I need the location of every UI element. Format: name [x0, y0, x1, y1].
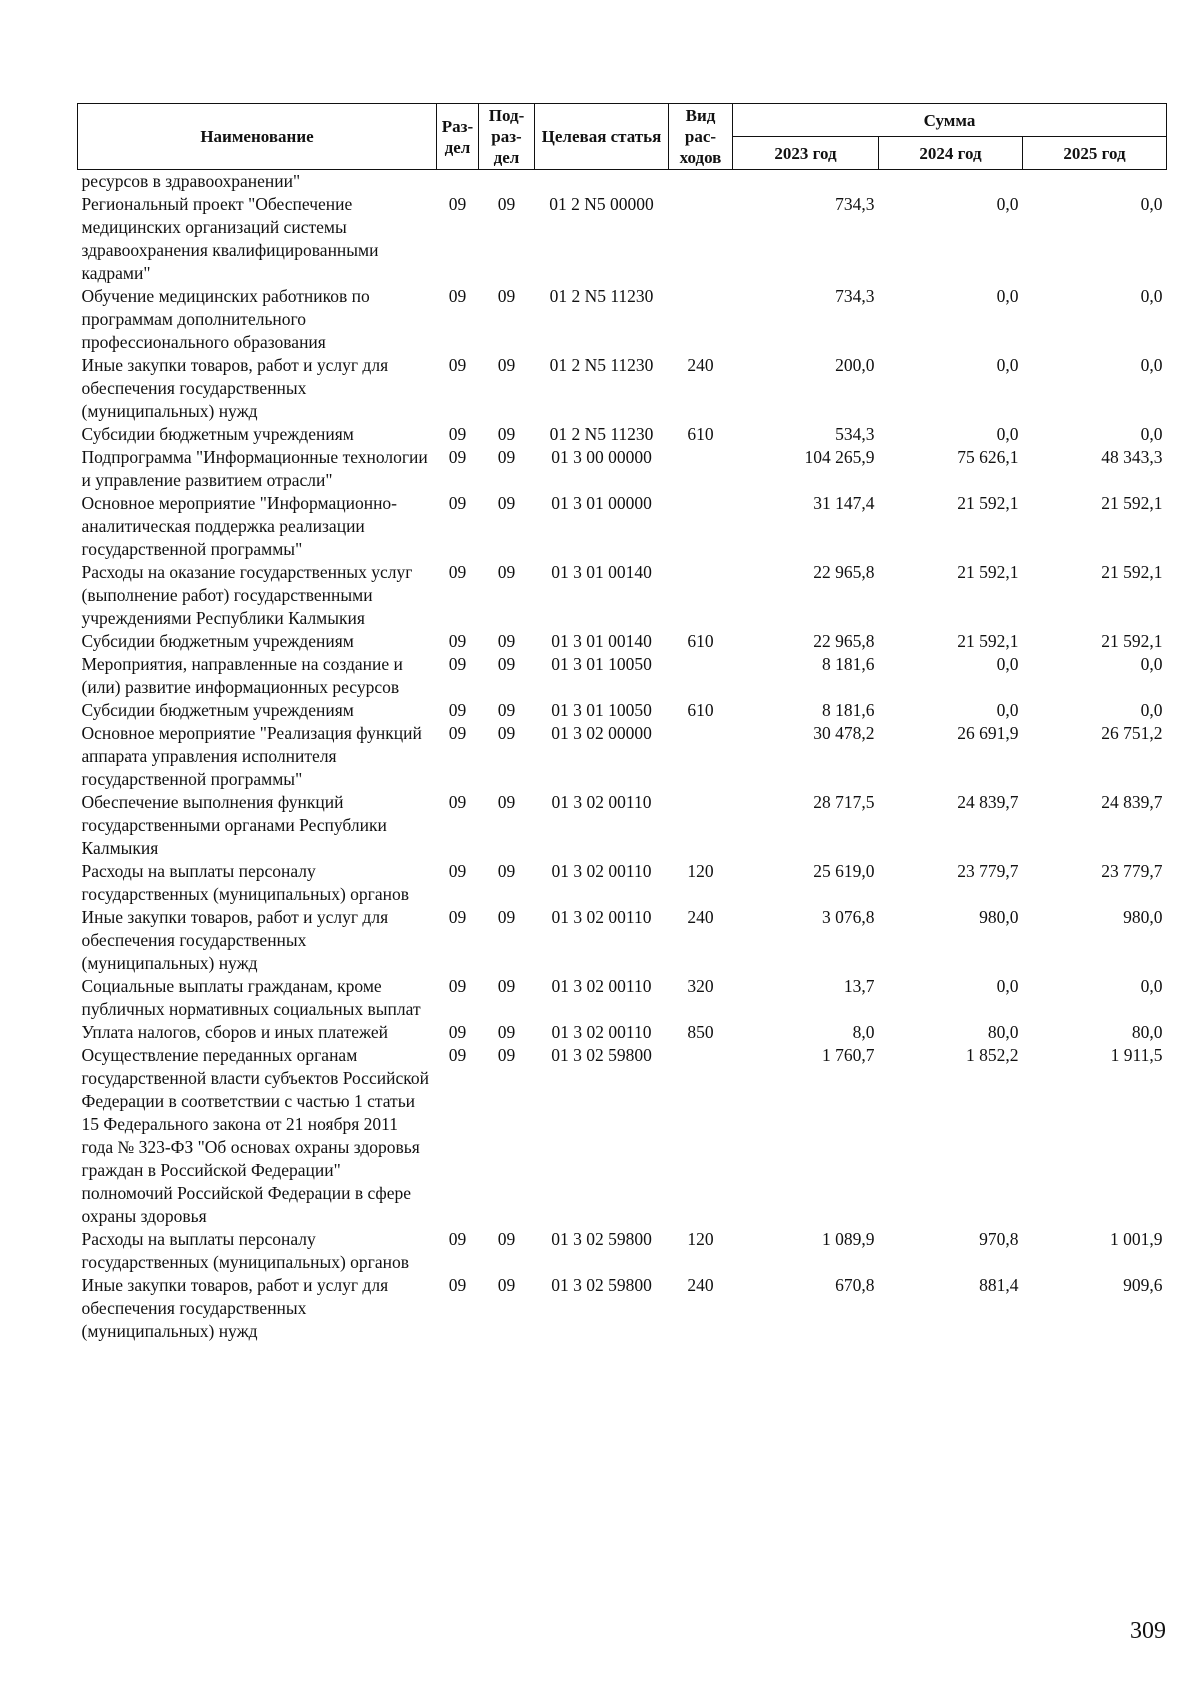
cell-razdel: 09: [448, 723, 467, 743]
cell-sum-2024: 0,0: [996, 355, 1019, 375]
cell-sum-2025: 21 592,1: [1101, 631, 1163, 651]
cell-vid-rashodov: [669, 791, 733, 860]
cell-vid-rashodov: [669, 492, 733, 561]
table-row: [78, 354, 1167, 423]
cell-sum-2023: 8,0: [852, 1022, 875, 1042]
cell-podrazdel: 09: [497, 723, 516, 743]
cell-sum-2023: 31 147,4: [813, 493, 875, 513]
cell-sum-2024: 0,0: [996, 976, 1019, 996]
table-row: [78, 446, 1167, 492]
cell-name: Иные закупки товаров, работ и услуг для обеспечения государственных (муниципальных) нужд: [81, 907, 389, 973]
cell-vid-rashodov: 240: [687, 1275, 714, 1295]
cell-sum-2025: 909,6: [1123, 1275, 1163, 1295]
cell-sum-2024: 0,0: [996, 700, 1019, 720]
cell-razdel: 09: [448, 1022, 467, 1042]
cell-sum-2023: 30 478,2: [813, 723, 875, 743]
cell-sum-2023: 104 265,9: [804, 447, 875, 467]
cell-celevaya-statya: 01 3 02 00110: [551, 907, 652, 927]
cell-sum-2025: 26 751,2: [1101, 723, 1163, 743]
cell-celevaya-statya: 01 3 01 00000: [551, 493, 652, 513]
table-row: [78, 1044, 1167, 1228]
cell-podrazdel: 09: [497, 792, 516, 812]
cell-podrazdel: 09: [497, 907, 516, 927]
cell-vid-rashodov: 610: [687, 700, 714, 720]
cell-name: Основное мероприятие "Информационно-аналитическая поддержка реализации государственной программы": [81, 493, 398, 559]
cell-razdel: 09: [448, 1275, 467, 1295]
cell-celevaya-statya: 01 3 02 59800: [551, 1229, 652, 1249]
cell-sum-2023: 22 965,8: [813, 631, 875, 651]
cell-name: Расходы на выплаты персоналу государственных (муниципальных) органов: [81, 1229, 410, 1272]
cell-sum-2023: 13,7: [843, 976, 875, 996]
cell-name: Расходы на выплаты персоналу государственных (муниципальных) органов: [81, 861, 410, 904]
cell-sum-2023: 22 965,8: [813, 562, 875, 582]
cell-sum-2023: 8 181,6: [822, 654, 875, 674]
cell-sum-2024: 75 626,1: [957, 447, 1019, 467]
cell-razdel: 09: [448, 493, 467, 513]
cell-vid-rashodov: [669, 561, 733, 630]
cell-sum-2023: 734,3: [835, 286, 875, 306]
cell-sum-2025: 21 592,1: [1101, 562, 1163, 582]
cell-celevaya-statya: 01 3 01 10050: [551, 700, 652, 720]
cell-celevaya-statya: 01 3 02 00110: [551, 976, 652, 996]
cell-sum-2025: 1 001,9: [1110, 1229, 1163, 1249]
header-year-2024: 2024 год: [879, 137, 1023, 170]
cell-sum-2023: 200,0: [835, 355, 875, 375]
cell-celevaya-statya: 01 3 00 00000: [551, 447, 652, 467]
table-row: [78, 699, 1167, 722]
table-row: [78, 791, 1167, 860]
cell-razdel: 09: [448, 562, 467, 582]
cell-name: Иные закупки товаров, работ и услуг для обеспечения государственных (муниципальных) нужд: [81, 1275, 389, 1341]
cell-sum-2025: 0,0: [1140, 286, 1163, 306]
cell-sum-2025: 1 911,5: [1110, 1045, 1163, 1065]
cell-razdel: 09: [448, 861, 467, 881]
table-row: [78, 170, 1167, 194]
cell-name: Мероприятия, направленные на создание и (или) развитие информационных ресурсов: [81, 654, 403, 697]
cell-name: ресурсов в здравоохранении": [81, 171, 301, 191]
cell-celevaya-statya: [535, 170, 669, 194]
cell-sum-2024: 0,0: [996, 194, 1019, 214]
cell-razdel: [437, 170, 479, 194]
cell-vid-rashodov: 240: [687, 355, 714, 375]
cell-podrazdel: 09: [497, 493, 516, 513]
cell-podrazdel: 09: [497, 1229, 516, 1249]
cell-celevaya-statya: 01 2 N5 11230: [549, 424, 654, 444]
cell-podrazdel: 09: [497, 562, 516, 582]
table-row: [78, 1274, 1167, 1343]
cell-podrazdel: 09: [497, 976, 516, 996]
cell-sum-2025: 0,0: [1140, 194, 1163, 214]
cell-name: Региональный проект "Обеспечение медицинских организаций системы здравоохранения квалифицированными кадрами": [81, 194, 379, 283]
cell-podrazdel: 09: [497, 1045, 516, 1065]
cell-name: Подпрограмма "Информационные технологии и управление развитием отрасли": [81, 447, 428, 490]
cell-podrazdel: 09: [497, 355, 516, 375]
cell-celevaya-statya: 01 2 N5 11230: [549, 355, 654, 375]
cell-vid-rashodov: [669, 653, 733, 699]
cell-sum-2023: 28 717,5: [813, 792, 875, 812]
cell-celevaya-statya: 01 3 02 00110: [551, 792, 652, 812]
cell-sum-2023: 670,8: [835, 1275, 875, 1295]
cell-podrazdel: 09: [497, 700, 516, 720]
cell-sum-2023: 3 076,8: [822, 907, 875, 927]
cell-vid-rashodov: [669, 446, 733, 492]
header-celevaya-statya: Целевая статья: [535, 104, 669, 170]
header-razdel: Раз-дел: [437, 104, 479, 170]
cell-vid-rashodov: [669, 722, 733, 791]
cell-podrazdel: [479, 170, 535, 194]
cell-sum-2024: 970,8: [979, 1229, 1019, 1249]
cell-razdel: 09: [448, 1045, 467, 1065]
cell-celevaya-statya: 01 3 02 59800: [551, 1045, 652, 1065]
table-header: [78, 104, 1167, 170]
cell-sum-2024: 21 592,1: [957, 493, 1019, 513]
cell-name: Обучение медицинских работников по программам дополнительного профессионального образования: [81, 286, 370, 352]
cell-razdel: 09: [448, 976, 467, 996]
table-row: [78, 1021, 1167, 1044]
cell-podrazdel: 09: [497, 861, 516, 881]
cell-sum-2025: 0,0: [1140, 424, 1163, 444]
cell-razdel: 09: [448, 447, 467, 467]
cell-name: Субсидии бюджетным учреждениям: [81, 631, 354, 651]
header-name: Наименование: [78, 104, 437, 170]
cell-sum-2025: [1023, 170, 1167, 194]
cell-sum-2023: 534,3: [835, 424, 875, 444]
header-year-2025: 2025 год: [1023, 137, 1167, 170]
cell-razdel: 09: [448, 286, 467, 306]
cell-sum-2025: 48 343,3: [1101, 447, 1163, 467]
cell-razdel: 09: [448, 792, 467, 812]
cell-razdel: 09: [448, 424, 467, 444]
cell-razdel: 09: [448, 1229, 467, 1249]
cell-vid-rashodov: [669, 193, 733, 285]
cell-sum-2024: 1 852,2: [966, 1045, 1019, 1065]
cell-name: Основное мероприятие "Реализация функций аппарата управления исполнителя государственной программы": [81, 723, 422, 789]
cell-vid-rashodov: 240: [687, 907, 714, 927]
cell-razdel: 09: [448, 631, 467, 651]
cell-sum-2024: 21 592,1: [957, 631, 1019, 651]
cell-sum-2025: 80,0: [1131, 1022, 1163, 1042]
cell-sum-2025: 21 592,1: [1101, 493, 1163, 513]
cell-name: Расходы на оказание государственных услуг (выполнение работ) государственными учреждениями Республики Калмыкия: [81, 562, 413, 628]
cell-sum-2024: [879, 170, 1023, 194]
cell-celevaya-statya: 01 3 02 00110: [551, 1022, 652, 1042]
cell-razdel: 09: [448, 654, 467, 674]
cell-name: Социальные выплаты гражданам, кроме публичных нормативных социальных выплат: [81, 976, 421, 1019]
page-number: 309: [1130, 1618, 1166, 1644]
cell-sum-2024: 23 779,7: [957, 861, 1019, 881]
cell-celevaya-statya: 01 3 01 00140: [551, 631, 652, 651]
cell-sum-2024: 26 691,9: [957, 723, 1019, 743]
cell-celevaya-statya: 01 3 01 00140: [551, 562, 652, 582]
table-row: [78, 1228, 1167, 1274]
cell-sum-2023: 1 760,7: [822, 1045, 875, 1065]
cell-vid-rashodov: [669, 1044, 733, 1228]
cell-celevaya-statya: 01 3 01 10050: [551, 654, 652, 674]
cell-vid-rashodov: 850: [687, 1022, 714, 1042]
cell-sum-2025: 0,0: [1140, 700, 1163, 720]
cell-name: Уплата налогов, сборов и иных платежей: [81, 1022, 388, 1042]
cell-sum-2025: 23 779,7: [1101, 861, 1163, 881]
table-row: [78, 561, 1167, 630]
table-body: [78, 170, 1167, 1344]
cell-podrazdel: 09: [497, 654, 516, 674]
header-year-2023: 2023 год: [733, 137, 879, 170]
header-podrazdel: Под-раз-дел: [479, 104, 535, 170]
cell-razdel: 09: [448, 355, 467, 375]
cell-sum-2024: 21 592,1: [957, 562, 1019, 582]
cell-sum-2024: 24 839,7: [957, 792, 1019, 812]
table-row: [78, 630, 1167, 653]
cell-sum-2025: 0,0: [1140, 654, 1163, 674]
cell-razdel: 09: [448, 700, 467, 720]
cell-sum-2024: 0,0: [996, 654, 1019, 674]
header-vid-rashodov: Вид рас-ходов: [669, 104, 733, 170]
cell-vid-rashodov: 610: [687, 631, 714, 651]
cell-sum-2024: 80,0: [987, 1022, 1019, 1042]
cell-podrazdel: 09: [497, 1275, 516, 1295]
cell-podrazdel: 09: [497, 1022, 516, 1042]
table-row: [78, 906, 1167, 975]
cell-vid-rashodov: 120: [687, 861, 714, 881]
budget-table: [77, 103, 1167, 1343]
cell-name: Субсидии бюджетным учреждениям: [81, 424, 354, 444]
cell-sum-2024: 0,0: [996, 424, 1019, 444]
table-row: [78, 653, 1167, 699]
header-summa: Сумма: [733, 104, 1167, 137]
cell-podrazdel: 09: [497, 286, 516, 306]
cell-podrazdel: 09: [497, 424, 516, 444]
cell-razdel: 09: [448, 907, 467, 927]
cell-sum-2024: 0,0: [996, 286, 1019, 306]
cell-podrazdel: 09: [497, 194, 516, 214]
cell-sum-2024: 881,4: [979, 1275, 1019, 1295]
cell-razdel: 09: [448, 194, 467, 214]
cell-sum-2023: 1 089,9: [822, 1229, 875, 1249]
cell-sum-2023: 25 619,0: [813, 861, 875, 881]
cell-podrazdel: 09: [497, 631, 516, 651]
table-row: [78, 722, 1167, 791]
cell-sum-2023: [733, 170, 879, 194]
cell-celevaya-statya: 01 2 N5 00000: [549, 194, 654, 214]
cell-name: Субсидии бюджетным учреждениям: [81, 700, 354, 720]
table-row: [78, 492, 1167, 561]
cell-sum-2025: 0,0: [1140, 976, 1163, 996]
cell-celevaya-statya: 01 3 02 59800: [551, 1275, 652, 1295]
cell-sum-2025: 980,0: [1123, 907, 1163, 927]
table-row: [78, 423, 1167, 446]
table-row: [78, 285, 1167, 354]
cell-name: Обеспечение выполнения функций государственными органами Республики Калмыкия: [81, 792, 387, 858]
cell-sum-2023: 734,3: [835, 194, 875, 214]
table-row: [78, 975, 1167, 1021]
cell-podrazdel: 09: [497, 447, 516, 467]
cell-sum-2025: 24 839,7: [1101, 792, 1163, 812]
table-row: [78, 193, 1167, 285]
cell-vid-rashodov: 320: [687, 976, 714, 996]
cell-sum-2024: 980,0: [979, 907, 1019, 927]
cell-vid-rashodov: 120: [687, 1229, 714, 1249]
cell-celevaya-statya: 01 3 02 00110: [551, 861, 652, 881]
cell-name: Осуществление переданных органам государственной власти субъектов Российской Федерации в соответствии с частью 1 статьи 15 Федерального закона от 21 ноября 2011 года № 323-ФЗ "Об основах охраны здоровья граждан в Российской Федерации" полномочий Российской Федерации в сфере охраны здоровья: [81, 1045, 429, 1226]
cell-sum-2025: 0,0: [1140, 355, 1163, 375]
cell-vid-rashodov: [669, 170, 733, 194]
cell-name: Иные закупки товаров, работ и услуг для обеспечения государственных (муниципальных) нужд: [81, 355, 389, 421]
cell-vid-rashodov: 610: [687, 424, 714, 444]
cell-vid-rashodov: [669, 285, 733, 354]
cell-celevaya-statya: 01 3 02 00000: [551, 723, 652, 743]
table-row: [78, 860, 1167, 906]
cell-sum-2023: 8 181,6: [822, 700, 875, 720]
cell-celevaya-statya: 01 2 N5 11230: [549, 286, 654, 306]
